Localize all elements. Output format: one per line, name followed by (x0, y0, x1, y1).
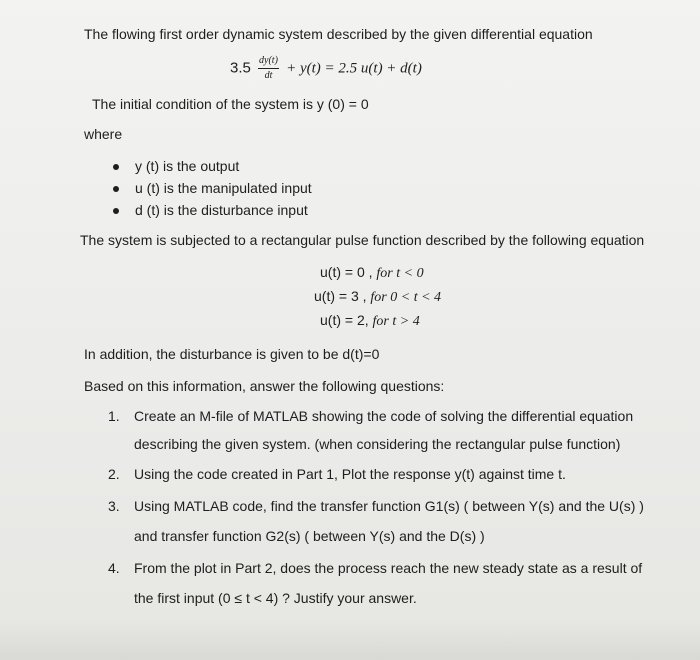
question-item: 3. Using MATLAB code, find the transfer function G1(s) ( between Y(s) and the U(s) ) (108, 498, 644, 514)
derivative-fraction (258, 56, 279, 81)
differential-equation (230, 56, 422, 81)
equation-coefficient: 3.5 (230, 59, 251, 77)
question-number: 3. (108, 498, 120, 514)
question-number: 2. (108, 466, 120, 482)
pulse-case: u(t) = 2, for t > 4 (320, 312, 420, 329)
definition-item: u (t) is the manipulated input (113, 180, 312, 196)
bullet-icon (113, 164, 119, 170)
where-label: where (84, 126, 123, 142)
question-continuation: describing the given system. (when considering the rectangular pulse function) (134, 436, 621, 452)
intro-text: The flowing first order dynamic system described by the given differential equation (84, 26, 593, 42)
question-number: 1. (108, 408, 120, 424)
bullet-icon (113, 186, 119, 192)
definition-item: y (t) is the output (113, 158, 239, 174)
pulse-intro: The system is subjected to a rectangular pulse function described by the following equation (80, 232, 645, 248)
question-item: 4. From the plot in Part 2, does the process reach the new steady state as a result of (108, 560, 643, 576)
definition-item: d (t) is the disturbance input (113, 202, 308, 218)
bullet-icon (113, 208, 119, 214)
page-shadow (0, 620, 700, 660)
disturbance-text: In addition, the disturbance is given to be d(t)=0 (84, 346, 380, 362)
derivative-denominator: dt (264, 70, 273, 81)
question-number: 4. (108, 560, 120, 576)
derivative-numerator: dy(t) (258, 56, 279, 69)
pulse-case: u(t) = 3 , for 0 < t < 4 (314, 288, 442, 305)
equation-rhs: + y(t) = 2.5 u(t) + d(t) (286, 60, 422, 77)
question-continuation: the first input (0 ≤ t < 4) ? Justify your answer. (134, 590, 417, 606)
initial-condition: The initial condition of the system is y (0) = 0 (92, 96, 369, 112)
pulse-case: u(t) = 0 , for t < 0 (320, 264, 424, 281)
question-continuation: and transfer function G2(s) ( between Y(s) and the D(s) ) (134, 528, 485, 544)
questions-intro: Based on this information, answer the following questions: (84, 378, 445, 394)
question-item: 1. Create an M-file of MATLAB showing the code of solving the differential equation (108, 408, 634, 424)
question-item: 2. Using the code created in Part 1, Plot the response y(t) against time t. (108, 466, 566, 482)
